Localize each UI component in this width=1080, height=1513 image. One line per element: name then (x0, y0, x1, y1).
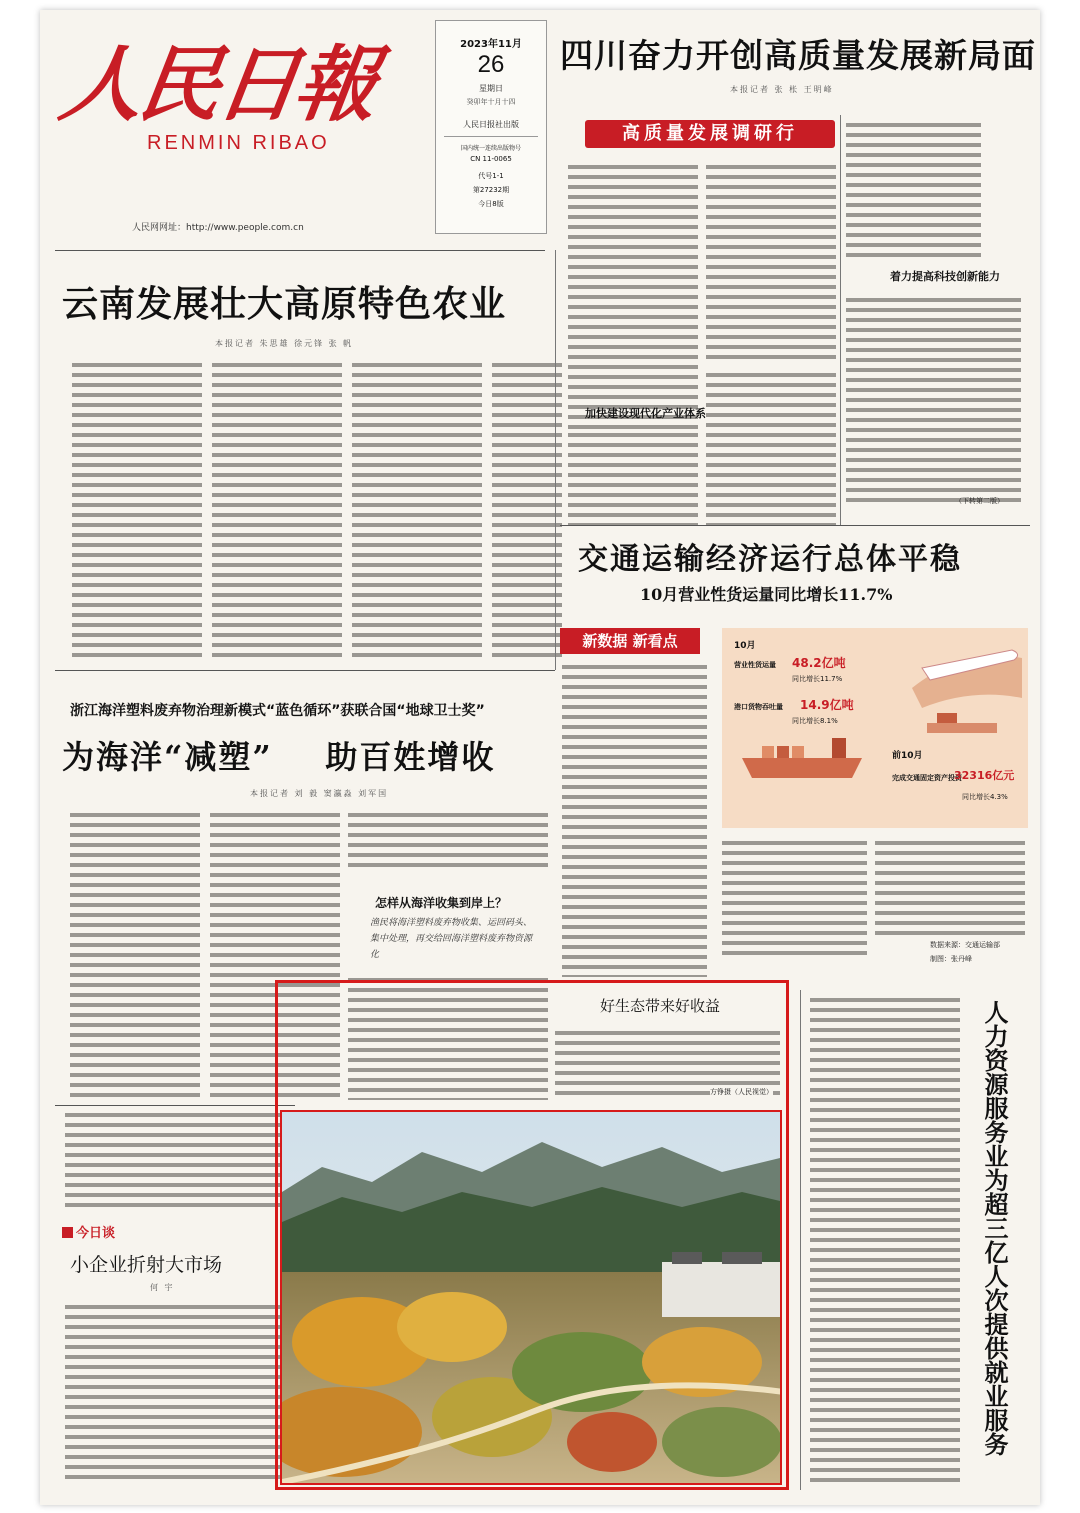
info-investment-growth: 同比增长4.3% (962, 793, 1008, 801)
hr-col-1 (810, 995, 960, 1485)
yunnan-byline: 本报记者 朱思雄 徐元锋 张 帆 (215, 339, 354, 348)
transport-subhead: 10月营业性货运量同比增长11.7% (640, 585, 893, 604)
yunnan-col-3 (352, 360, 482, 660)
yunnan-headline[interactable]: 云南发展壮大高原特色农业 (62, 284, 507, 325)
transport-col-1 (562, 662, 707, 977)
yunnan-col-4 (492, 360, 562, 660)
logo-pinyin: RENMIN RIBAO (147, 132, 330, 154)
transport-infographic (722, 628, 1028, 828)
website-line[interactable]: 人民网网址：http://www.people.com.cn (132, 223, 304, 233)
hr-headline[interactable]: 人力资源服务业为超三亿人次提供就业服务 (980, 1000, 1008, 1456)
zhejiang-col-3a (348, 810, 548, 870)
date-year-month: 2023年11月 (460, 39, 522, 50)
zhejiang-headline[interactable]: 为海洋“减塑” 助百姓增收 (62, 738, 496, 776)
info-port-value: 14.9亿吨 (800, 698, 854, 712)
today-intro (65, 1110, 280, 1210)
ecology-photo (280, 1110, 782, 1485)
sichuan-col-2a (706, 162, 836, 362)
today-body (65, 1302, 280, 1482)
zhejiang-subhead: 怎样从海洋收集到岸上？ (375, 896, 508, 910)
masthead-logo (54, 20, 380, 185)
today-mark-icon (62, 1227, 73, 1238)
info-investment-label: 完成交通固定资产投资 (892, 774, 962, 782)
issue-line: 第27232期 (472, 186, 510, 194)
sichuan-col-2b (568, 430, 698, 525)
transport-col-2 (722, 838, 867, 958)
info-freight-value: 48.2亿吨 (792, 656, 846, 670)
info-investment-value: 32316亿元 (954, 769, 1015, 782)
ecology-photo-credit: 方铮摄（人民视觉） (710, 1088, 773, 1096)
sichuan-continued[interactable]: （下转第二版） (955, 497, 1004, 505)
date-lunar: 癸卯年十月十四 (466, 98, 516, 106)
today-headline[interactable]: 小企业折射大市场 (70, 1254, 223, 1276)
info-ytd-label: 前10月 (892, 751, 923, 761)
zhejiang-kicker: 浙江海洋塑料废弃物治理新模式“蓝色循环”获联合国“地球卫士奖” (70, 703, 485, 719)
sichuan-col-3 (706, 370, 836, 525)
yunnan-col-1 (72, 360, 202, 660)
info-port-label: 港口货物吞吐量 (734, 703, 783, 711)
transport-illustration-icon (722, 628, 1028, 828)
transport-credit-chart: 制图：张丹峰 (930, 955, 972, 963)
zhejiang-deck: 渔民将海洋塑料废弃物收集、运回码头、集中处理，再交给回海洋塑料废弃物资源化 (370, 918, 533, 960)
zhejiang-byline: 本报记者 刘 毅 窦瀛淼 刘军国 (250, 789, 389, 798)
sichuan-badge: 高质量发展调研行 (585, 120, 835, 148)
sichuan-col-4a (846, 120, 981, 260)
today-label: 今日谈 (62, 1222, 115, 1241)
sichuan-byline: 本报记者 张 枨 王明峰 (730, 85, 834, 94)
date-block (435, 20, 547, 234)
sichuan-col-4b (846, 295, 1021, 505)
pages-line: 今日8版 (478, 200, 504, 208)
cn-line: CN 11-0065 (470, 155, 512, 163)
sichuan-subhead-2: 着力提高科技创新能力 (890, 270, 1000, 283)
info-freight-growth: 同比增长11.7% (792, 675, 843, 683)
transport-col-3 (875, 838, 1025, 938)
today-author: 何 宇 (150, 1283, 175, 1292)
newspaper-page (40, 10, 1040, 1505)
info-month: 10月 (734, 641, 756, 651)
sichuan-subhead-1: 加快建设现代化产业体系 (585, 407, 706, 420)
date-day: 26 (477, 51, 505, 78)
yunnan-col-2 (212, 360, 342, 660)
logo-text: 人民日報 (54, 37, 380, 133)
landscape-image-icon (282, 1112, 782, 1485)
transport-credit-source: 数据来源：交通运输部 (930, 941, 1000, 949)
publisher-line: 人民日报社出版 (463, 120, 519, 129)
issn-line: 国内统一连续出版物号 (460, 145, 521, 152)
info-freight-label: 营业性货运量 (734, 661, 776, 669)
code-line: 代号1-1 (478, 172, 504, 180)
info-port-growth: 同比增长8.1% (792, 717, 838, 725)
transport-badge: 新数据 新看点 (560, 628, 700, 654)
sichuan-headline[interactable]: 四川奋力开创高质量发展新局面 (560, 36, 1036, 75)
ecology-headline[interactable]: 好生态带来好收益 (600, 997, 721, 1015)
date-weekday: 星期日 (479, 84, 503, 93)
transport-headline[interactable]: 交通运输经济运行总体平稳 (578, 542, 962, 577)
zhejiang-col-1 (70, 810, 200, 1100)
